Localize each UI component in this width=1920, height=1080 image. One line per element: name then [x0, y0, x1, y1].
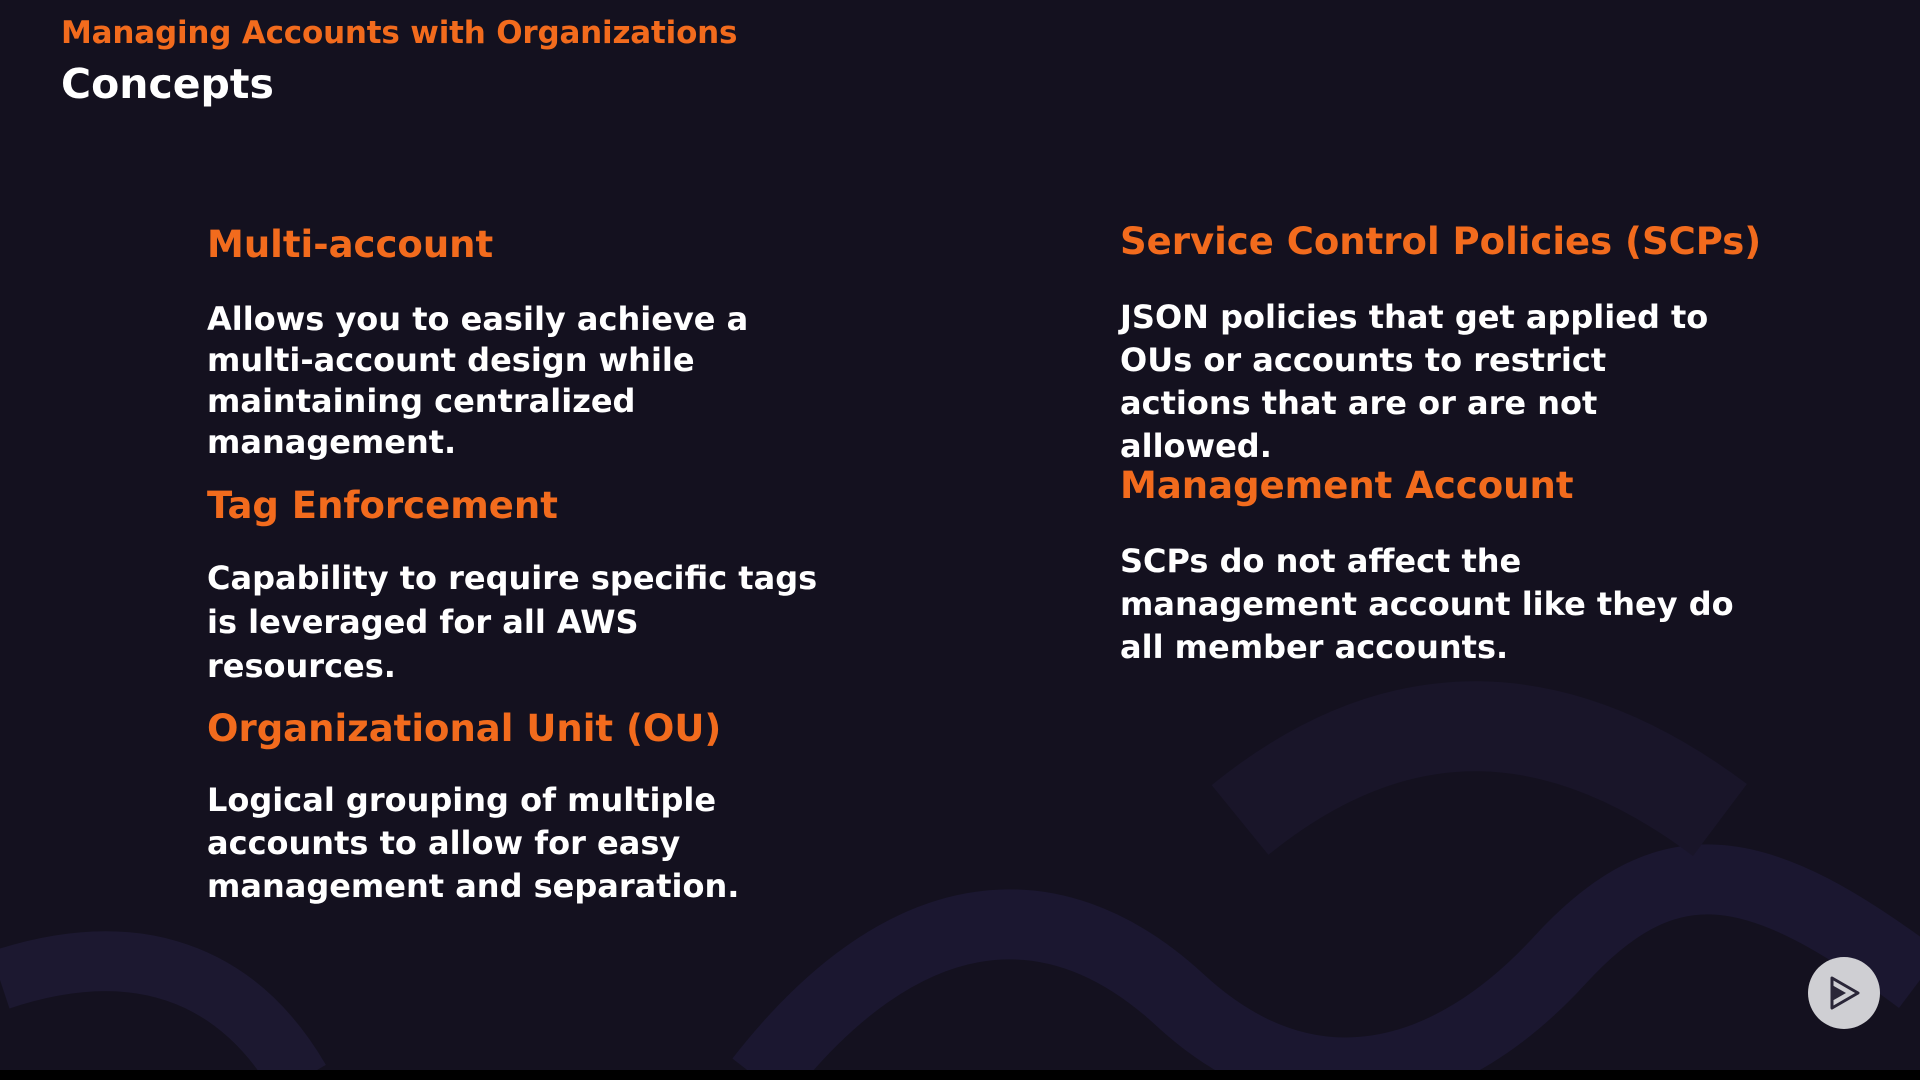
concept-title: Organizational Unit (OU) — [207, 707, 722, 750]
page-title: Concepts — [61, 60, 274, 108]
concept-title: Management Account — [1120, 464, 1574, 507]
course-title: Managing Accounts with Organizations — [61, 15, 738, 51]
concept-title: Multi-account — [207, 223, 494, 266]
concept-title: Tag Enforcement — [207, 484, 558, 527]
concept-multi-account — [207, 223, 847, 463]
concept-description: Allows you to easily achieve a multi-account design while maintaining centralized management. — [207, 300, 749, 461]
concept-description: Logical grouping of multiple accounts to allow for easy management and separation. — [207, 781, 740, 905]
concept-service-control-policies — [1120, 220, 1760, 468]
concept-description: JSON policies that get applied to OUs or accounts to restrict actions that are or are not allowed. — [1120, 298, 1709, 465]
bottom-bar — [0, 1070, 1920, 1080]
concept-description: SCPs do not affect the management account like they do all member accounts. — [1120, 542, 1734, 666]
play-button[interactable] — [1808, 957, 1880, 1029]
play-icon — [1824, 973, 1864, 1013]
concept-description: Capability to require specific tags is leveraged for all AWS resources. — [207, 559, 818, 685]
concept-tag-enforcement — [207, 484, 847, 688]
concept-title: Service Control Policies (SCPs) — [1120, 220, 1762, 263]
concept-organizational-unit — [207, 707, 847, 908]
concept-management-account — [1120, 464, 1760, 669]
